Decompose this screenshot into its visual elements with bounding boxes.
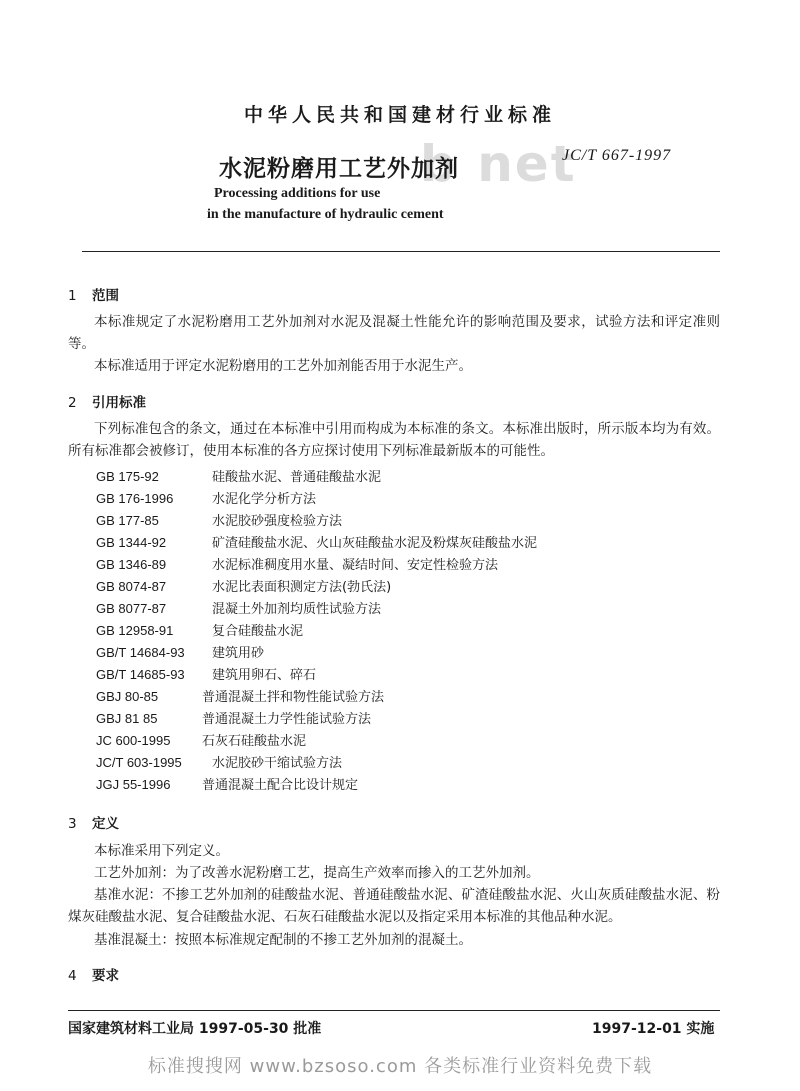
- reference-title: 普通混凝土力学性能试验方法: [202, 712, 372, 727]
- document-title-cn: 水泥粉磨用工艺外加剂: [219, 156, 459, 182]
- section-number: 3: [68, 816, 77, 832]
- standard-code: JC/T 667-1997: [562, 147, 672, 164]
- section-4-heading: [68, 964, 119, 984]
- reference-title: 混凝土外加剂均质性试验方法: [212, 602, 382, 617]
- reference-item: [96, 532, 537, 554]
- document-title-en-line2: in the manufacture of hydraulic cement: [207, 207, 444, 222]
- watermark-logo: b net: [420, 135, 577, 193]
- reference-title: 普通混凝土配合比设计规定: [202, 778, 359, 793]
- reference-item: [96, 642, 537, 664]
- reference-title: 建筑用卵石、碎石: [212, 668, 317, 683]
- reference-item: [96, 554, 537, 576]
- section-number: 2: [68, 395, 77, 411]
- section-1-paragraph-2: 本标准适用于评定水泥粉磨用的工艺外加剂能否用于水泥生产。: [94, 358, 472, 374]
- reference-list: [96, 466, 537, 796]
- effective-date: 1997-12-01 实施: [592, 1021, 715, 1037]
- section-number: 4: [68, 968, 77, 984]
- reference-item: [96, 510, 537, 532]
- reference-code: JGJ 55-1996: [96, 777, 171, 792]
- section-1-heading: [68, 284, 119, 304]
- reference-code: GB 8074-87: [96, 579, 167, 594]
- section-number: 1: [68, 288, 77, 304]
- reference-item: [96, 664, 537, 686]
- section-2-paragraph-1: 下列标准包含的条文，通过在本标准中引用而构成为本标准的条文。本标准出版时，所示版本均为有效。所有标准都会被修订，使用本标准的各方应探讨使用下列标准最新版本的可能性。: [68, 421, 720, 459]
- reference-item: [96, 576, 537, 598]
- section-3-paragraph-2: 工艺外加剂：为了改善水泥粉磨工艺，提高生产效率而掺入的工艺外加剂。: [94, 865, 540, 881]
- reference-code: GB 1344-92: [96, 535, 167, 550]
- reference-title: 矿渣硅酸盐水泥、火山灰硅酸盐水泥及粉煤灰硅酸盐水泥: [212, 536, 538, 551]
- document-title-en-line1: Processing additions for use: [214, 186, 381, 201]
- reference-title: 水泥标准稠度用水量、凝结时间、安定性检验方法: [212, 558, 499, 573]
- reference-item: [96, 708, 537, 730]
- section-1-paragraph-1: 本标准规定了水泥粉磨用工艺外加剂对水泥及混凝土性能允许的影响范围及要求，试验方法和评定准则等。: [68, 314, 720, 352]
- reference-code: GB/T 14685-93: [96, 667, 185, 682]
- reference-title: 硅酸盐水泥、普通硅酸盐水泥: [212, 470, 382, 485]
- reference-code: GB 175-92: [96, 469, 159, 484]
- reference-code: GB/T 14684-93: [96, 645, 185, 660]
- section-2-heading: [68, 391, 146, 411]
- section-3-paragraph-1: 本标准采用下列定义。: [94, 843, 229, 859]
- reference-item: [96, 598, 537, 620]
- reference-title: 石灰石硅酸盐水泥: [202, 734, 307, 749]
- reference-title: 水泥比表面积测定方法(勃氏法): [212, 580, 392, 595]
- reference-code: JC 600-1995: [96, 733, 171, 748]
- reference-title: 普通混凝土拌和物性能试验方法: [202, 690, 385, 705]
- reference-title: 建筑用砂: [212, 646, 265, 661]
- reference-item: [96, 620, 537, 642]
- reference-code: GB 8077-87: [96, 601, 167, 616]
- section-title: 要求: [92, 968, 119, 984]
- reference-item: [96, 774, 537, 796]
- reference-code: GB 176-1996: [96, 491, 174, 506]
- section-title: 定义: [92, 816, 119, 832]
- approval-date: 国家建筑材料工业局 1997-05-30 批准: [68, 1021, 322, 1037]
- reference-code: GBJ 81 85: [96, 711, 158, 726]
- top-divider: [82, 251, 720, 252]
- reference-item: [96, 686, 537, 708]
- reference-item: [96, 752, 537, 774]
- section-title: 范围: [92, 288, 119, 304]
- reference-code: GB 12958-91: [96, 623, 174, 638]
- reference-title: 水泥胶砂干缩试验方法: [212, 756, 343, 771]
- publisher-header: 中华人民共和国建材行业标准: [243, 104, 556, 126]
- reference-code: GBJ 80-85: [96, 689, 159, 704]
- reference-code: JC/T 603-1995: [96, 755, 182, 770]
- section-3-paragraph-3: 基准水泥：不掺工艺外加剂的硅酸盐水泥、普通硅酸盐水泥、矿渣硅酸盐水泥、火山灰质硅酸盐水泥、粉煤灰硅酸盐水泥、复合硅酸盐水泥、石灰石硅酸盐水泥以及指定采用本标准的其他品种水泥。: [68, 887, 720, 925]
- reference-code: GB 177-85: [96, 513, 159, 528]
- reference-title: 水泥化学分析方法: [212, 492, 317, 507]
- section-title: 引用标准: [92, 395, 146, 411]
- reference-item: [96, 466, 537, 488]
- reference-code: GB 1346-89: [96, 557, 167, 572]
- section-3-heading: [68, 812, 119, 832]
- section-3-paragraph-4: 基准混凝土：按照本标准规定配制的不掺工艺外加剂的混凝土。: [94, 932, 472, 948]
- reference-title: 复合硅酸盐水泥: [212, 624, 304, 639]
- bottom-divider: [68, 1010, 720, 1011]
- reference-item: [96, 488, 537, 510]
- site-watermark: 标准搜搜网 www.bzsoso.com 各类标准行业资料免费下载: [147, 1056, 653, 1077]
- reference-title: 水泥胶砂强度检验方法: [212, 514, 343, 529]
- reference-item: [96, 730, 537, 752]
